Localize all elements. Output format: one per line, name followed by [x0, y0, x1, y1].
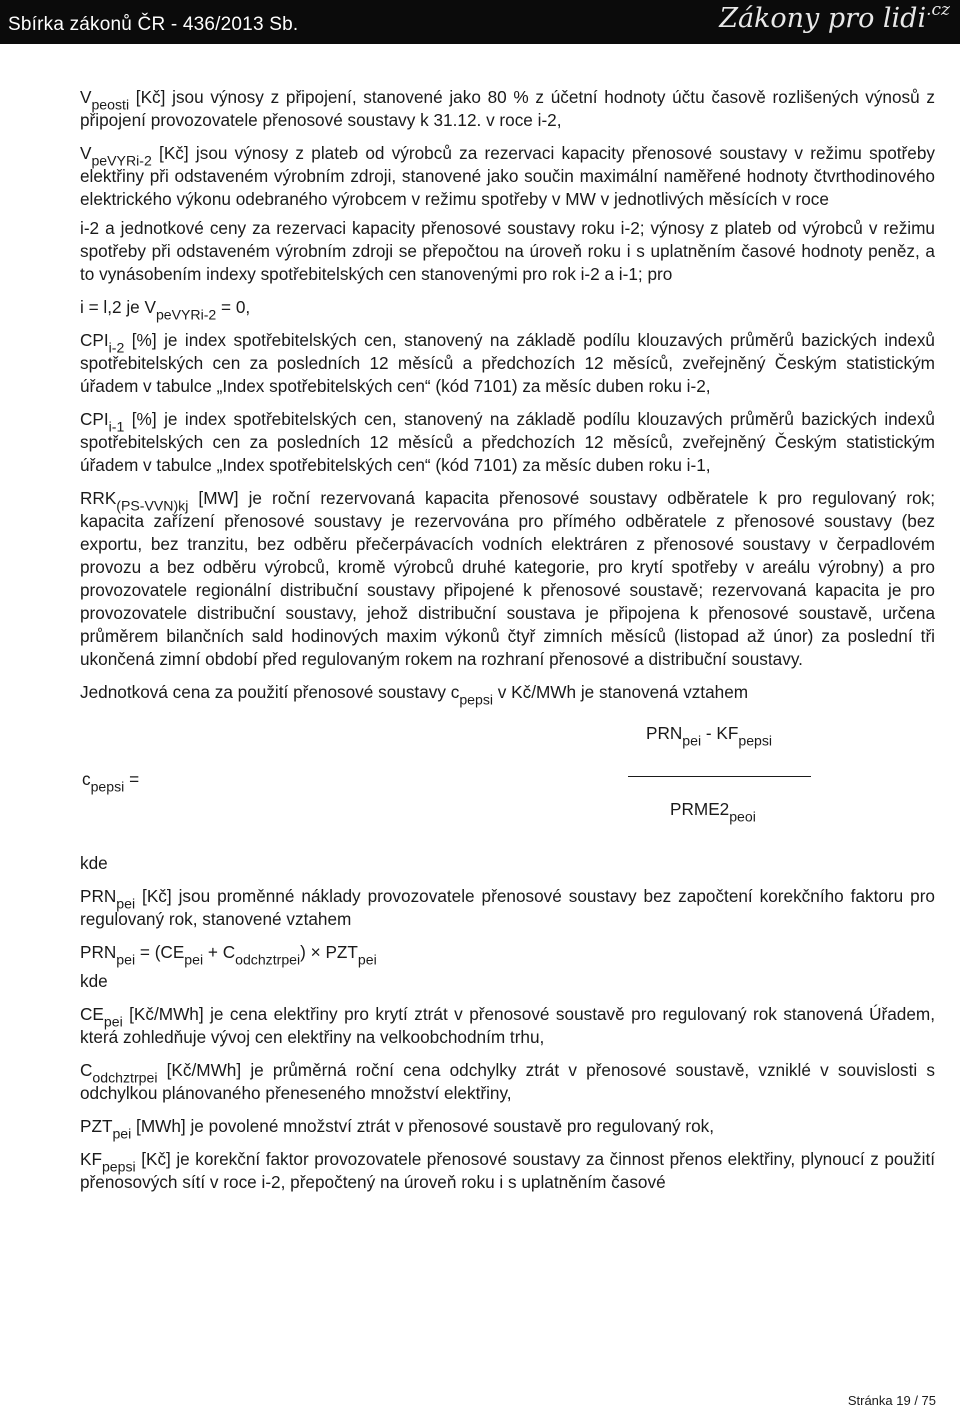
- page-number: Stránka 19 / 75: [847, 1393, 936, 1408]
- formula-lhs: $c_{pepsi}$ =: [82, 769, 140, 795]
- definition-rrk: $RRK_{(PS-VVN)kj}$ [MW] je roční rezervovaná kapacita přenosové soustavy odběratele k pro regulovaný rok; kapacita zařízení přenosové soustavy je rezervována pro přímého odběratele z přenosové soustavy (bez exportu, bez tranzitu, bez odběru přečerpávacích vodních elektráren z přenosové soustavy v čerpadlovém provozu a bez odběru výrobců, kromě výrobců druhé kategorie, pro krytí spotřeby v areálu výrobny) a pro provozovatele regionální distribuční soustavy připojené k přenosové soustavě; rezervovaná kapacita je pro provozovatele distribuční soustavy, jehož distribuční soustava je připojena k přenosové soustavě, určena průměrem bilančních sald hodinových maxim výkonů čtyř zimních měsíců (listopad až únor) za poslední tři ukončená zimní období před regulovaným rokem na rozhraní přenosové a distribuční soustavy.: [80, 488, 935, 669]
- kde-label: kde: [80, 853, 108, 873]
- document-title: Sbírka zákonů ČR - 436/2013 Sb.: [8, 14, 299, 35]
- unit-price-intro: Jednotková cena za použití přenosové soustavy $c_{pepsi}$ v Kč/MWh je stanovená vztahem: [80, 682, 749, 708]
- condition-i-zero: i = l,2 je $V_{peVYRi-2} = 0$,: [80, 297, 251, 323]
- fraction-bar: [628, 776, 811, 777]
- definition-kf: $KF_{pepsi}$ [Kč] je korekční faktor provozovatele přenosové soustavy za činnost přenos elektřiny, plynoucí z použití přenosových sítí v roce i-2, přepočtený na úroveň roku i s uplatněním časové: [80, 1149, 935, 1192]
- definition-v-peosti: $V_{peosti}$ [Kč] jsou výnosy z připojení, stanovené jako 80 % z účetní hodnoty účtu časově rozlišených výnosů z připojení provozovatele přenosové soustavy k 31.12. v roce i-2,: [80, 87, 935, 130]
- definition-ce: $CE_{pei}$ [Kč/MWh] je cena elektřiny pro krytí ztrát v přenosové soustavě pro regulovaný rok stanovená Úřadem, která zohledňuje vývoj cen elektřiny na velkoobchodním trhu,: [80, 1004, 935, 1047]
- site-logo[interactable]: [719, 2, 950, 34]
- paragraph-recalculation: i-2 a jednotkové ceny za rezervaci kapacity přenosové soustavy roku i-2; výnosy z plateb od výrobců v režimu spotřeby při odstaveném výrobním zdroji se přepočtou na úroveň roku i s uplatněním časové hodnoty peněz, a to vynásobením indexy spotřebitelských cen stanovenými pro rok i-2 a i-1; pro: [80, 218, 935, 284]
- definition-pzt: $PZT_{pei}$ [MWh] je povolené množství ztrát v přenosové soustavě pro regulovaný rok,: [80, 1116, 715, 1142]
- definition-prn: $PRN_{pei}$ [Kč] jsou proměnné náklady provozovatele přenosové soustavy bez započtení korekčního faktoru pro regulovaný rok, stanovené vztahem: [80, 886, 935, 929]
- definition-c-odchztr: $C_{odchztrpei}$ [Kč/MWh] je průměrná roční cena odchylky ztrát v přenosové soustavě, vzniklé v souvislosti s odchylkou plánovaného přeneseného množství elektřiny,: [80, 1060, 935, 1103]
- document-header: [0, 0, 960, 44]
- formula-prn: $PRN_{pei} = (CE_{pei} + C_{odchztrpei}) \times PZT_{pei}$: [80, 942, 377, 968]
- formula-numerator: $PRN_{pei} - KF_{pepsi}$: [646, 723, 773, 749]
- definition-v-pevyr: $V_{peVYRi-2}$ [Kč] jsou výnosy z plateb od výrobců za rezervaci kapacity přenosové soustavy v režimu spotřeby elektřiny při odstaveném výrobním zdroji, stanovené jako součin maximální naměřené hodnoty čtvrthodinového elektrického výkonu odebraného výrobcem v režimu spotřeby v MW v jednotlivých měsících v roce: [80, 143, 935, 209]
- site-logo-text: Zákony pro lidi: [719, 3, 927, 34]
- definition-cpi-i1: $CPI_{i-1}$ [%] je index spotřebitelských cen, stanovený na základě podílu klouzavých průměrů bazických indexů spotřebitelských cen za posledních 12 měsíců a předchozích 12 měsíců, zveřejněný Českým statistickým úřadem v tabulce „Index spotřebitelských cen“ (kód 7101) za měsíc duben roku i-1,: [80, 409, 935, 475]
- definition-cpi-i2: $CPI_{i-2}$ [%] je index spotřebitelských cen, stanovený na základě podílu klouzavých průměrů bazických indexů spotřebitelských cen za posledních 12 měsíců a předchozích 12 měsíců, zveřejněný Českým statistickým úřadem v tabulce „Index spotřebitelských cen“ (kód 7101) za měsíc duben roku i-2,: [80, 330, 935, 396]
- formula-denominator: $PRME2_{peoi}$: [670, 799, 756, 825]
- formula-c-pepsi: [80, 714, 935, 840]
- site-logo-suffix: .cz: [926, 0, 950, 20]
- kde-label: kde: [80, 971, 108, 991]
- document-body: [80, 86, 935, 1204]
